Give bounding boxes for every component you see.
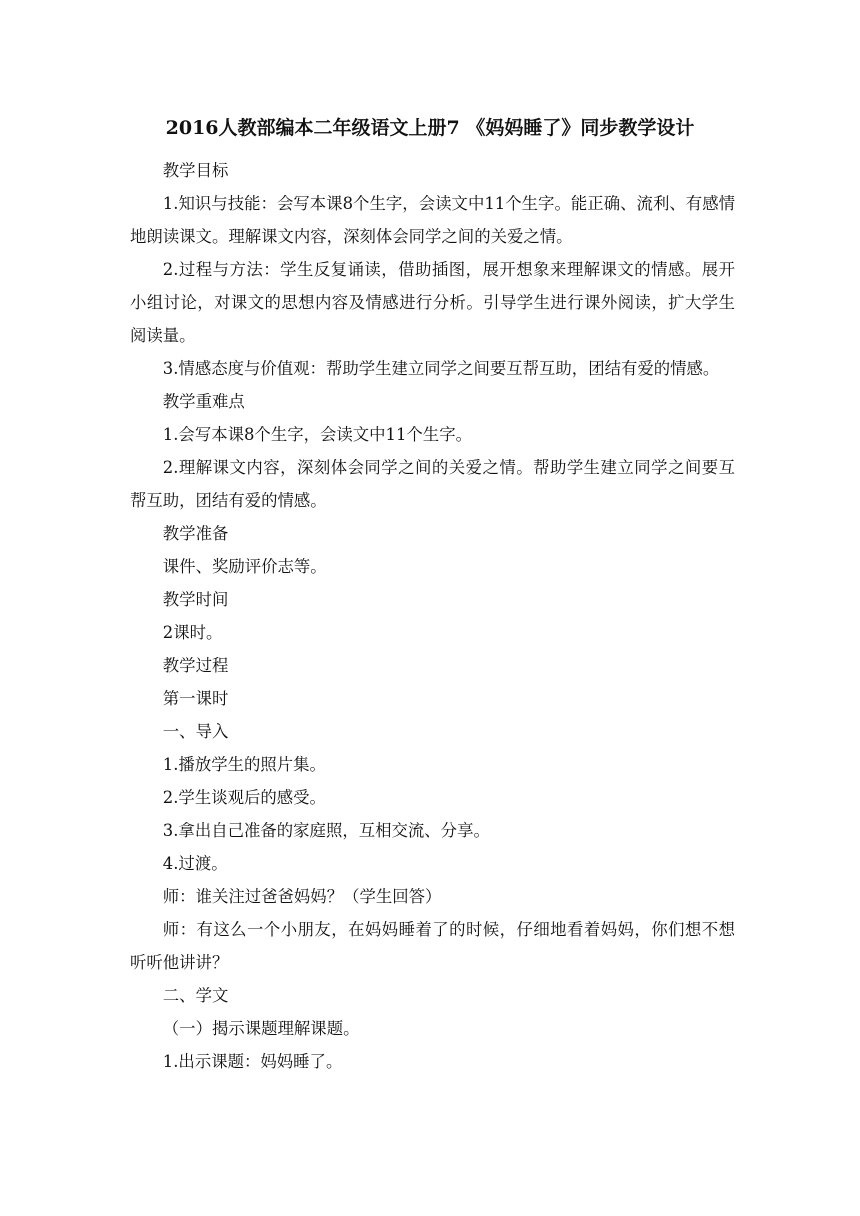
paragraph: 3.情感态度与价值观：帮助学生建立同学之间要互帮互助，团结有爱的情感。 xyxy=(162,359,720,378)
paragraph: 师：有这么一个小朋友，在妈妈睡着了的时候，仔细地看着妈妈，你们想不想听听他讲讲？ xyxy=(130,920,735,972)
document-body xyxy=(130,154,735,1078)
subsection-heading-intro: 一、导入 xyxy=(162,722,229,741)
subsection-heading-first-lesson: 第一课时 xyxy=(162,689,229,708)
section-heading-process: 教学过程 xyxy=(162,656,229,675)
section-heading-time: 教学时间 xyxy=(162,590,229,609)
document-title: 2016人教部编本二年级语文上册7 《妈妈睡了》同步教学设计 xyxy=(165,117,695,139)
section-heading-key-points: 教学重难点 xyxy=(162,392,245,411)
paragraph: 1.知识与技能：会写本课8个生字，会读文中11个生字。能正确、流利、有感情地朗读课文。理解课文内容，深刻体会同学之间的关爱之情。 xyxy=(130,194,735,246)
paragraph: 2课时。 xyxy=(162,623,223,642)
paragraph: 师：谁关注过爸爸妈妈？（学生回答） xyxy=(162,887,442,906)
subsection-heading-study: 二、学文 xyxy=(162,986,229,1005)
paragraph: 2.过程与方法：学生反复诵读，借助插图，展开想象来理解课文的情感。展开小组讨论，对课文的思想内容及情感进行分析。引导学生进行课外阅读，扩大学生阅读量。 xyxy=(130,260,735,345)
paragraph: 2.学生谈观后的感受。 xyxy=(162,788,326,807)
paragraph: 课件、奖励评价志等。 xyxy=(162,557,327,576)
paragraph: （一）揭示课题理解课题。 xyxy=(162,1019,360,1038)
paragraph: 4.过渡。 xyxy=(162,854,228,873)
section-heading-preparation: 教学准备 xyxy=(162,524,229,543)
paragraph: 1.播放学生的照片集。 xyxy=(162,755,326,774)
paragraph: 3.拿出自己准备的家庭照，互相交流、分享。 xyxy=(162,821,490,840)
paragraph: 2.理解课文内容，深刻体会同学之间的关爱之情。帮助学生建立同学之间要互帮互助，团结有爱的情感。 xyxy=(130,458,735,510)
section-heading-objectives: 教学目标 xyxy=(162,161,229,180)
paragraph: 1.出示课题：妈妈睡了。 xyxy=(162,1052,343,1071)
paragraph: 1.会写本课8个生字，会读文中11个生字。 xyxy=(162,425,472,444)
